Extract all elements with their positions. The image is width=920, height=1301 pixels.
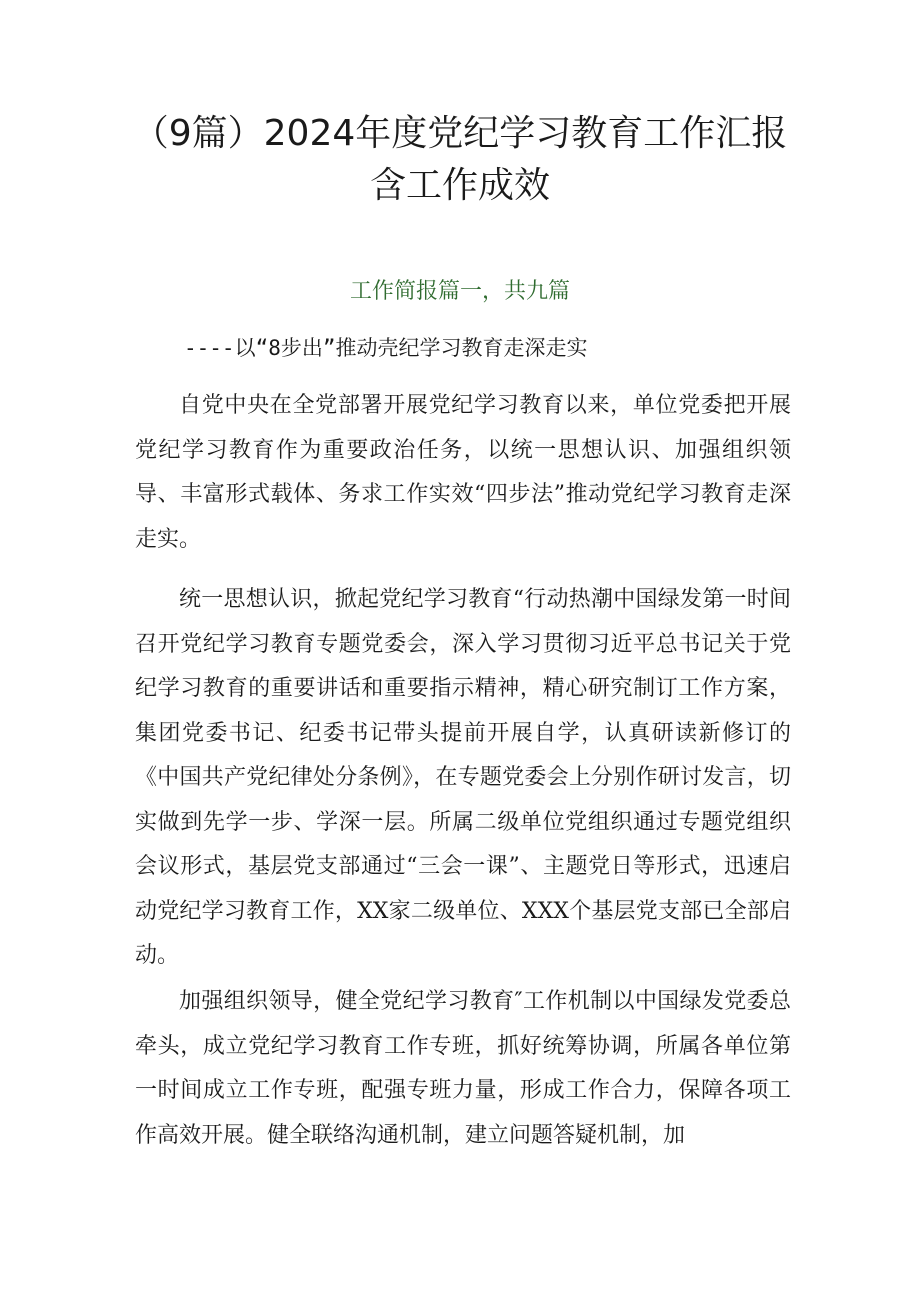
paragraph-3: 加强组织领导，健全党纪学习教育″工作机制以中国绿发党委总牵头，成立党纪学习教育工作专班，抓好统筹协调，所属各单位第一时间成立工作专班，配强专班力量，形成工作合力，保障各项工作高效开展。健全联络沟通机制，建立问题答疑机制，加	[135, 989, 791, 1148]
paragraph-2: 统一思想认识，掀起党纪学习教育“行动热潮中国绿发第一时间召开党纪学习教育专题党委会，深入学习贯彻习近平总书记关于党纪学习教育的重要讲话和重要指示精神，精心研究制订工作方案，集团党委书记、纪委书记带头提前开展自学，认真研读新修订的《中国共产党纪律处分条例》，在专题党委会上分别作研讨发言，切实做到先学一步、学深一层。所属二级单位党组织通过专题党组织会议形式，基层党支部通过“三会一课”、主题党日等形式，迅速启动党纪学习教育工作，XX家二级单位、XXX个基层党支部已全部启动。	[135, 587, 791, 968]
paragraph-1: 自党中央在全党部署开展党纪学习教育以来，单位党委把开展党纪学习教育作为重要政治任务，以统一思想认识、加强组织领导、丰富形式载体、务求工作实效“四步法”推动党纪学习教育走深走实。	[135, 393, 791, 552]
document-title-line-1: （9篇）2024年度党纪学习教育工作汇报	[132, 113, 788, 154]
document-title-line-2: 含工作成效	[369, 165, 550, 206]
subtitle: ----以“8步出”推动壳纪学习教育走深走实	[184, 336, 588, 360]
section-heading: 工作简报篇一，共九篇	[349, 279, 570, 304]
